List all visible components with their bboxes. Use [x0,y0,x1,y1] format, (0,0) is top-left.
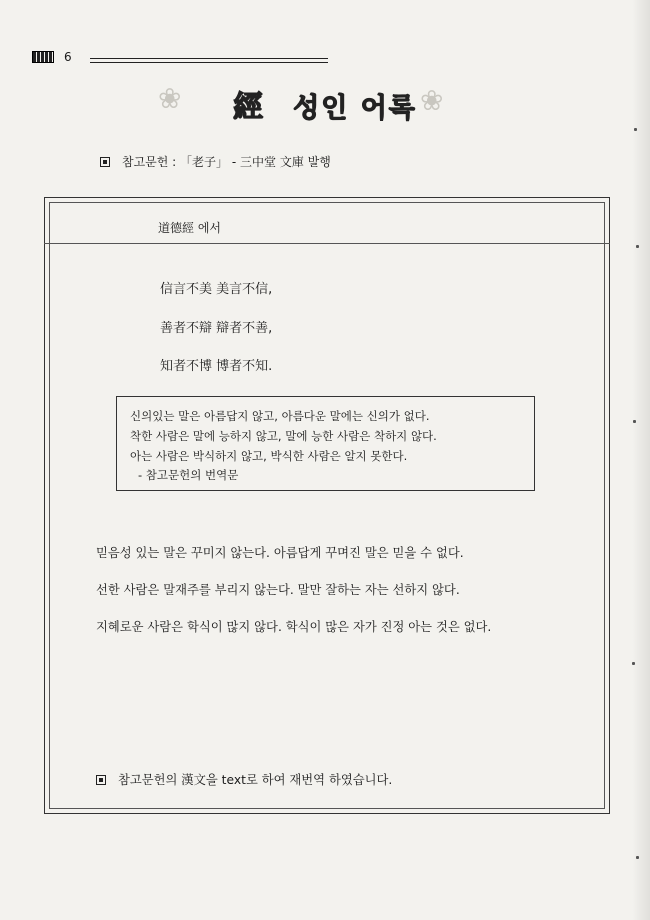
source-heading: 道德經 에서 [158,221,221,235]
lotus-ornament-icon: ❀ [420,84,444,117]
title-text: 성인 어록 [293,93,417,124]
scan-speck [636,245,639,248]
reference-translation-line: 신의있는 말은 아름답지 않고, 아름다운 말에는 신의가 없다. [130,409,430,423]
page-header [32,50,72,64]
source-line: 信言不美 美言不信, [160,282,273,297]
scan-speck [633,420,636,423]
book-icon [32,51,54,63]
new-translation-line: 믿음성 있는 말은 꾸미지 않는다. 아름답게 꾸며진 말은 믿을 수 없다. [96,546,464,560]
footnote [96,770,392,788]
lotus-ornament-icon: ❀ [158,82,182,115]
scan-speck [636,856,639,859]
square-bullet-icon [96,775,106,785]
new-translation-line: 선한 사람은 말재주를 부리지 않는다. 말만 잘하는 자는 선하지 않다. [96,583,460,597]
scan-speck [634,128,637,131]
content-frame-inner [49,202,605,809]
reference-text: 참고문헌 : 「老子」 - 三中堂 文庫 발행 [122,155,331,169]
reference-translation-line: 아는 사람은 박식하지 않고, 박식한 사람은 알지 못한다. [130,449,408,463]
new-translation-line: 지혜로운 사람은 학식이 많지 않다. 학식이 많은 자가 진정 아는 것은 없다. [96,620,492,634]
reference-line [100,153,331,170]
source-line: 知者不博 博者不知. [160,359,273,374]
title-hanja: 經 [233,90,266,125]
scan-edge-shadow [632,0,650,920]
header-rule [90,58,328,63]
frame-divider [44,243,610,244]
reference-translation-line: 착한 사람은 말에 능하지 않고, 말에 능한 사람은 착하지 않다. [130,429,437,443]
source-line: 善者不辯 辯者不善, [160,321,273,336]
footnote-text: 참고문헌의 漢文을 text로 하여 재번역 하였습니다. [118,773,393,787]
page-number: 6 [64,50,72,64]
square-bullet-icon [100,157,110,167]
page-title [0,82,650,126]
scan-speck [632,662,635,665]
reference-translation-credit: - 참고문헌의 번역문 [138,468,239,482]
